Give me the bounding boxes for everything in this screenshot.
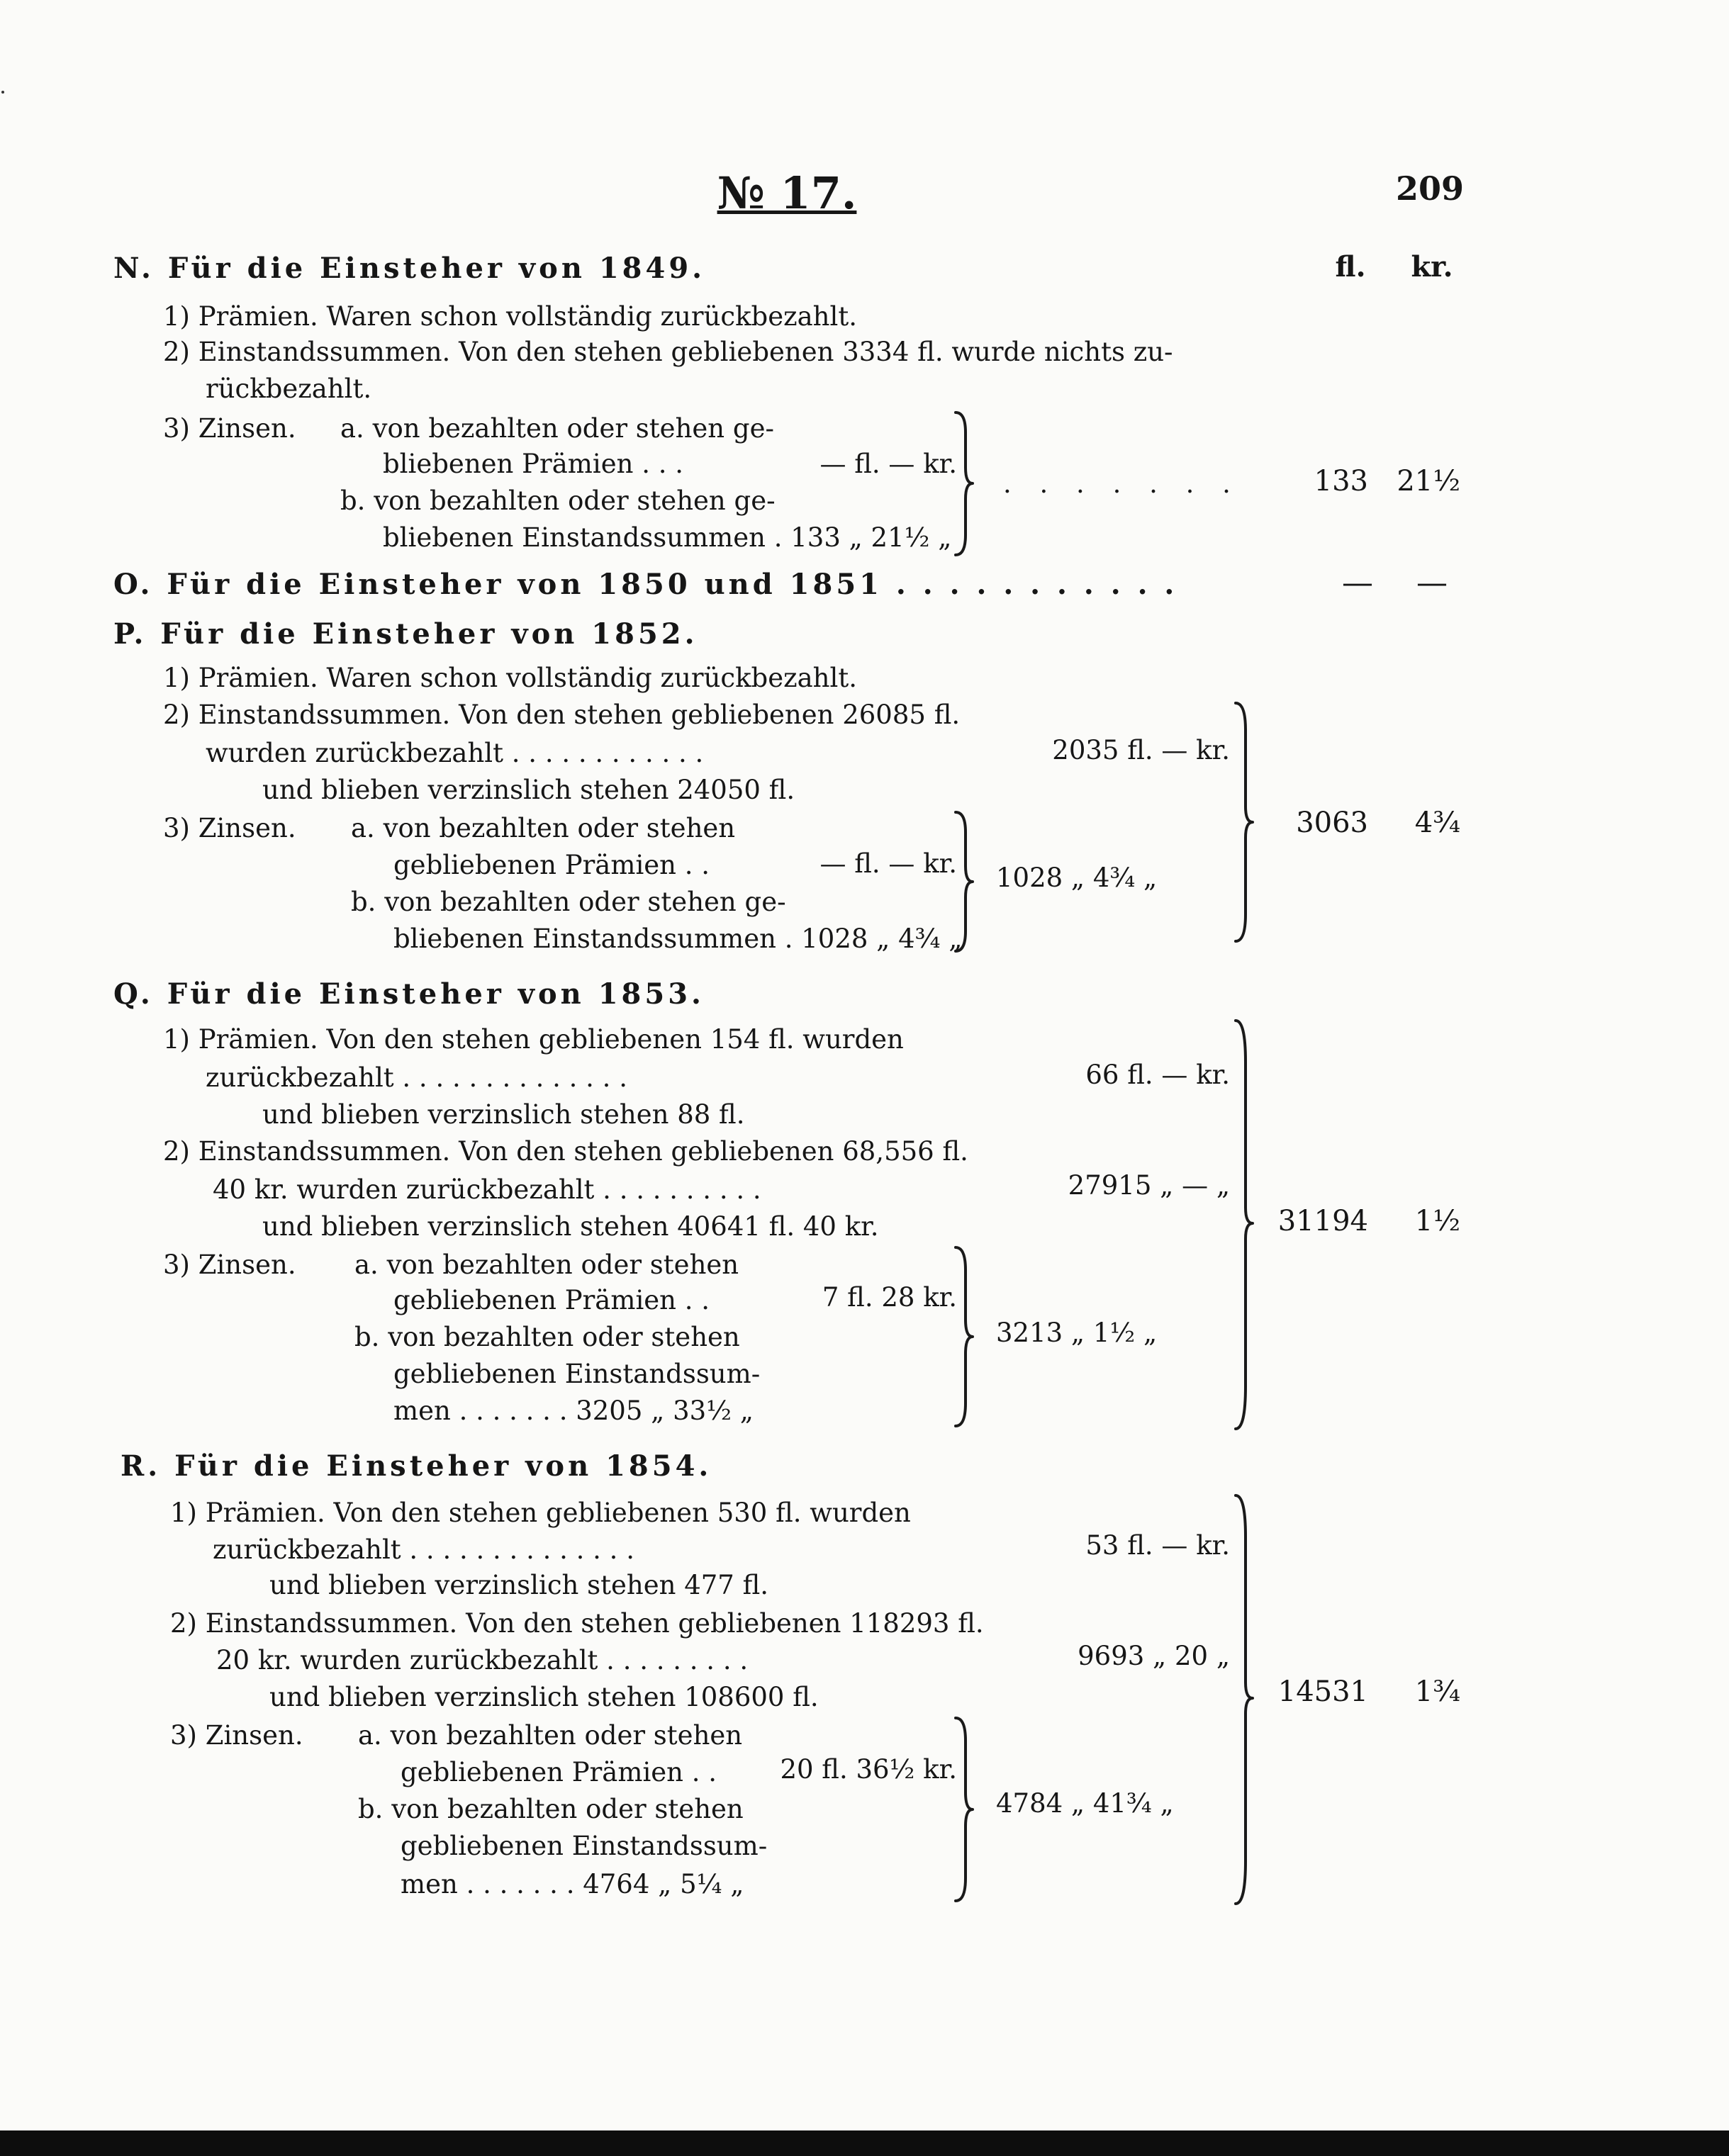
column-header-fl: fl. (1335, 250, 1366, 283)
section-R-line: gebliebenen Einstandssum- (401, 1831, 768, 1861)
section-Q-heading: Q. Für die Einsteher von 1853. (113, 977, 705, 1011)
speck (1, 91, 4, 94)
section-P-line: gebliebenen Prämien . . (393, 850, 710, 880)
section-P-line: und blieben verzinslich stehen 24050 fl. (262, 775, 795, 805)
section-R-line: 1) Prämien. Von den stehen gebliebenen 530 fl. wurden (170, 1498, 911, 1528)
section-N-line: 2) Einstandssummen. Von den stehen gebliebenen 3334 fl. wurde nichts zu- (163, 337, 1173, 367)
section-R-total-kr: 1¾ (1414, 1675, 1460, 1708)
section-Q-total-fl: 31194 (1277, 1205, 1368, 1237)
section-R-label: 3) Zinsen. (170, 1720, 303, 1751)
section-Q-value: 27915 „ — „ (1068, 1170, 1230, 1201)
section-P-value: — fl. — kr. (819, 848, 957, 879)
column-header-kr: kr. (1411, 250, 1453, 283)
section-N-line: b. von bezahlten oder stehen ge- (340, 485, 776, 516)
section-Q-line: gebliebenen Einstandssum- (393, 1359, 761, 1389)
bracket (950, 411, 978, 556)
section-Q-line: und blieben verzinslich stehen 88 fl. (262, 1099, 745, 1130)
bracket (950, 1717, 978, 1902)
section-O-total-kr: — (1416, 565, 1448, 601)
section-P-line: a. von bezahlten oder stehen (351, 813, 736, 843)
section-P-line: 1) Prämien. Waren schon vollständig zurückbezahlt. (163, 663, 857, 693)
section-R-line: a. von bezahlten oder stehen (358, 1720, 743, 1751)
section-R-value: 53 fl. — kr. (1085, 1530, 1230, 1561)
section-R-mid-value: 4784 „ 41¾ „ (996, 1788, 1174, 1819)
section-N-heading: N. Für die Einsteher von 1849. (113, 252, 706, 285)
bracket (1230, 702, 1258, 943)
section-P-heading: P. Für die Einsteher von 1852. (113, 617, 698, 651)
page-number: 209 (1395, 169, 1464, 208)
section-P-line: 2) Einstandssummen. Von den stehen gebliebenen 26085 fl. (163, 700, 961, 730)
section-N-total-fl: 133 (1314, 465, 1368, 498)
section-Q-total-kr: 1½ (1414, 1205, 1460, 1237)
section-N-line: bliebenen Prämien . . . (383, 449, 684, 479)
section-N-line: bliebenen Einstandssummen . 133 „ 21½ „ (383, 522, 952, 553)
section-Q-line: 2) Einstandssummen. Von den stehen gebliebenen 68,556 fl. (163, 1136, 968, 1167)
section-Q-line: 1) Prämien. Von den stehen gebliebenen 154 fl. wurden (163, 1024, 904, 1055)
section-P-line: b. von bezahlten oder stehen ge- (351, 887, 786, 917)
section-Q-line: men . . . . . . . 3205 „ 33½ „ (393, 1396, 754, 1426)
section-P-total-fl: 3063 (1296, 807, 1368, 839)
section-R-line: gebliebenen Prämien . . (401, 1757, 717, 1787)
section-R-line: b. von bezahlten oder stehen (358, 1794, 744, 1824)
scan-edge (0, 2130, 1729, 2156)
bracket (1230, 1019, 1258, 1430)
section-O-heading: O. Für die Einsteher von 1850 und 1851 . . . . . . . . . . . (113, 568, 1178, 601)
section-P-line: bliebenen Einstandssummen . 1028 „ 4¾ „ (393, 923, 963, 954)
section-P-mid-value: 1028 „ 4¾ „ (996, 863, 1158, 893)
section-R-line: und blieben verzinslich stehen 108600 fl. (269, 1682, 819, 1712)
section-Q-line: a. von bezahlten oder stehen (354, 1250, 739, 1280)
section-Q-mid-value: 3213 „ 1½ „ (996, 1318, 1158, 1348)
section-N-line: a. von bezahlten oder stehen ge- (340, 413, 774, 444)
page-title: № 17. (717, 167, 857, 219)
section-N-line: rückbezahlt. (206, 374, 372, 404)
section-P-value: 2035 fl. — kr. (1052, 735, 1230, 765)
section-Q-line: zurückbezahlt . . . . . . . . . . . . . . (206, 1062, 627, 1093)
bracket (1230, 1494, 1258, 1905)
section-Q-line: und blieben verzinslich stehen 40641 fl. 40 kr. (262, 1211, 879, 1242)
section-R-heading: R. Für die Einsteher von 1854. (121, 1449, 712, 1483)
section-Q-value: 7 fl. 28 kr. (822, 1282, 957, 1313)
section-P-total-kr: 4¾ (1414, 807, 1460, 839)
section-O-total-fl: — (1342, 565, 1373, 601)
section-R-value: 9693 „ 20 „ (1078, 1641, 1230, 1671)
section-N-line: 1) Prämien. Waren schon vollständig zurückbezahlt. (163, 301, 857, 332)
bracket (950, 811, 978, 953)
section-Q-value: 66 fl. — kr. (1085, 1060, 1230, 1090)
section-Q-line: b. von bezahlten oder stehen (354, 1322, 740, 1352)
section-P-line: wurden zurückbezahlt . . . . . . . . . . . . (206, 738, 704, 768)
section-R-value: 20 fl. 36½ kr. (780, 1754, 957, 1785)
section-R-total-fl: 14531 (1277, 1675, 1368, 1708)
section-R-line: 20 kr. wurden zurückbezahlt . . . . . . . . . (216, 1645, 749, 1675)
section-P-label: 3) Zinsen. (163, 813, 296, 843)
bracket (950, 1246, 978, 1427)
section-Q-label: 3) Zinsen. (163, 1250, 296, 1280)
section-Q-line: 40 kr. wurden zurückbezahlt . . . . . . . . . . (213, 1174, 761, 1205)
section-R-line: 2) Einstandssummen. Von den stehen gebliebenen 118293 fl. (170, 1608, 984, 1639)
section-N-dots: . . . . . . . (1003, 468, 1241, 499)
section-Q-line: gebliebenen Prämien . . (393, 1285, 710, 1315)
section-R-line: men . . . . . . . 4764 „ 5¼ „ (401, 1869, 744, 1899)
section-R-line: zurückbezahlt . . . . . . . . . . . . . . (213, 1534, 634, 1565)
section-R-line: und blieben verzinslich stehen 477 fl. (269, 1570, 769, 1600)
section-N-total-kr: 21½ (1397, 465, 1460, 498)
section-N-label: 3) Zinsen. (163, 413, 296, 444)
section-N-value: — fl. — kr. (819, 449, 957, 479)
